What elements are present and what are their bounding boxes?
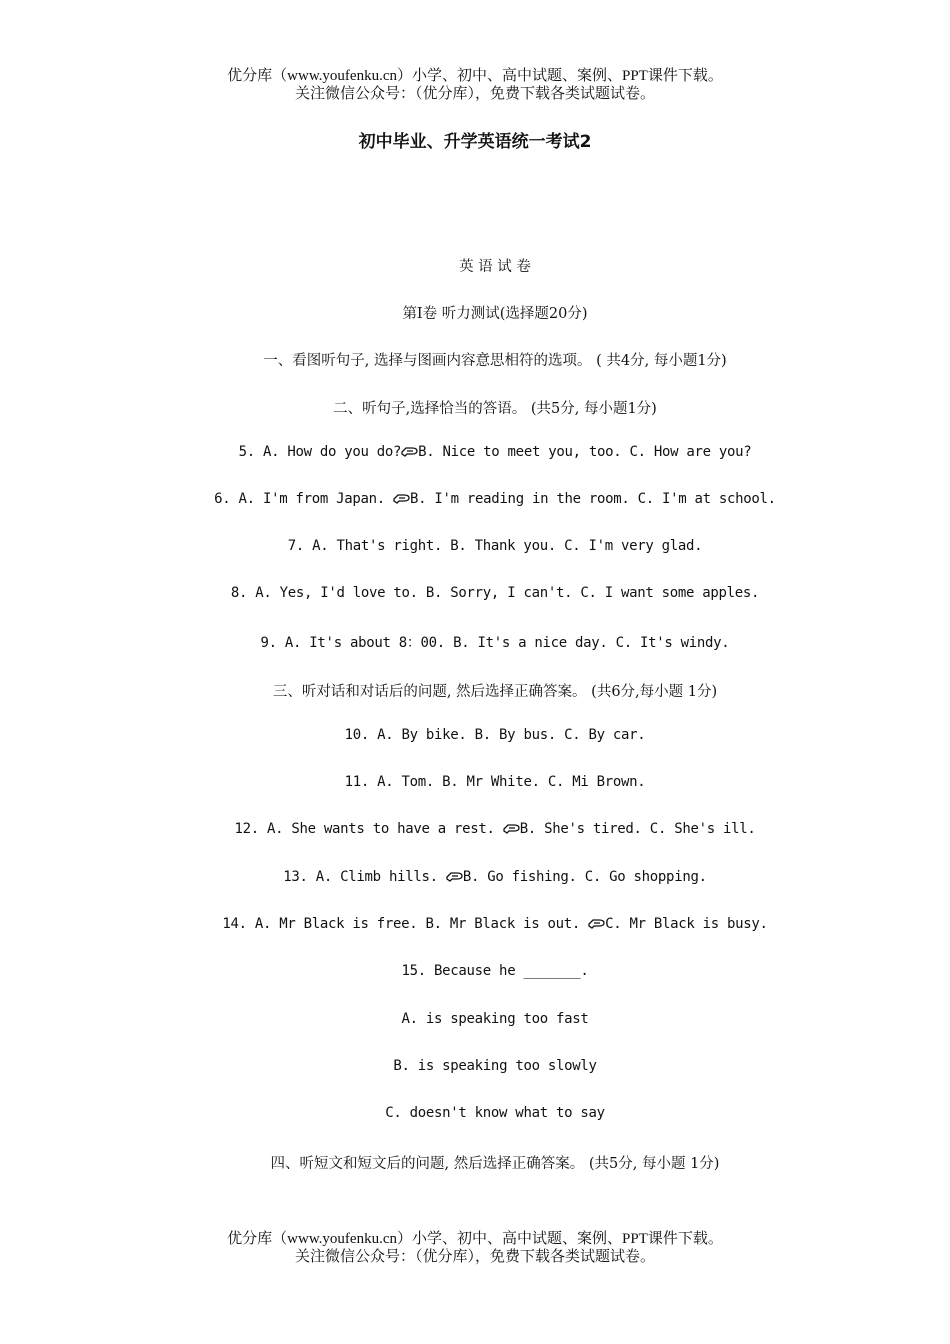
question-6-part-b: B. I'm reading in the room. C. I'm at school. (410, 491, 776, 507)
header-line-1: 优分库（www.youfenku.cn）小学、初中、高中试题、案例、PPT课件下载。 (227, 68, 723, 84)
pointing-hand-icon (503, 822, 520, 834)
question-12-part-a: 12. A. She wants to have a rest. (234, 821, 503, 837)
question-8: 8. A. Yes, I'd love to. B. Sorry, I can't. C. I want some apples. (230, 585, 760, 601)
document-title: 初中毕业、升学英语统一考试2 (358, 132, 592, 152)
question-6-part-a: 6. A. I'm from Japan. (214, 491, 394, 507)
question-14-part-b: C. Mr Black is busy. (605, 916, 768, 932)
question-5 (0, 444, 950, 460)
question-5-part-b: B. Nice to meet you, too. C. How are you? (418, 444, 752, 460)
page-header (0, 67, 950, 103)
paper-title: 英 语 试 卷 (459, 259, 531, 275)
question-6 (0, 491, 950, 507)
question-12 (0, 821, 950, 837)
question-5-part-a: 5. A. How do you do? (238, 444, 402, 460)
pointing-hand-icon (588, 917, 605, 929)
question-15-option-b: B. is speaking too slowly (393, 1058, 597, 1074)
question-15: 15. Because he _______. (401, 963, 589, 979)
question-13 (0, 869, 950, 885)
question-13-part-a: 13. A. Climb hills. (283, 869, 446, 885)
header-line-2: 关注微信公众号：（优分库），免费下载各类试题试卷。 (294, 86, 655, 102)
question-12-part-b: B. She's tired. C. She's ill. (519, 821, 756, 837)
section-3-heading: 三、听对话和对话后的问题, 然后选择正确答案。 (共6分,每小题 1分) (272, 684, 718, 700)
footer-line-2: 关注微信公众号：（优分库），免费下载各类试题试卷。 (294, 1249, 655, 1265)
question-15-option-a: A. is speaking too fast (401, 1011, 589, 1027)
question-14 (0, 916, 950, 932)
pointing-hand-icon (393, 492, 410, 504)
pointing-hand-icon (401, 445, 418, 457)
question-7: 7. A. That's right. B. Thank you. C. I'm very glad. (287, 538, 703, 554)
question-11: 11. A. Tom. B. Mr White. C. Mi Brown. (344, 774, 646, 790)
pointing-hand-icon (446, 870, 463, 882)
section-4-heading: 四、听短文和短文后的问题, 然后选择正确答案。 (共5分, 每小题 1分) (270, 1156, 720, 1172)
question-14-part-a: 14. A. Mr Black is free. B. Mr Black is out. (222, 916, 589, 932)
part1-title: 第Ⅰ卷 听力测试(选择题20分) (402, 306, 588, 322)
question-13-part-b: B. Go fishing. C. Go shopping. (462, 869, 707, 885)
section-2-heading: 二、听句子,选择恰当的答语。 (共5分, 每小题1分) (333, 401, 657, 417)
question-9: 9. A. It's about 8：00. B. It's a nice day. C. It's windy. (260, 635, 730, 651)
page-footer (0, 1230, 950, 1266)
footer-line-1: 优分库（www.youfenku.cn）小学、初中、高中试题、案例、PPT课件下载。 (227, 1231, 723, 1247)
question-10: 10. A. By bike. B. By bus. C. By car. (344, 727, 646, 743)
section-1-heading: 一、看图听句子, 选择与图画内容意思相符的选项。 ( 共4分, 每小题1分) (263, 353, 727, 369)
question-15-option-c: C. doesn't know what to say (385, 1105, 605, 1121)
